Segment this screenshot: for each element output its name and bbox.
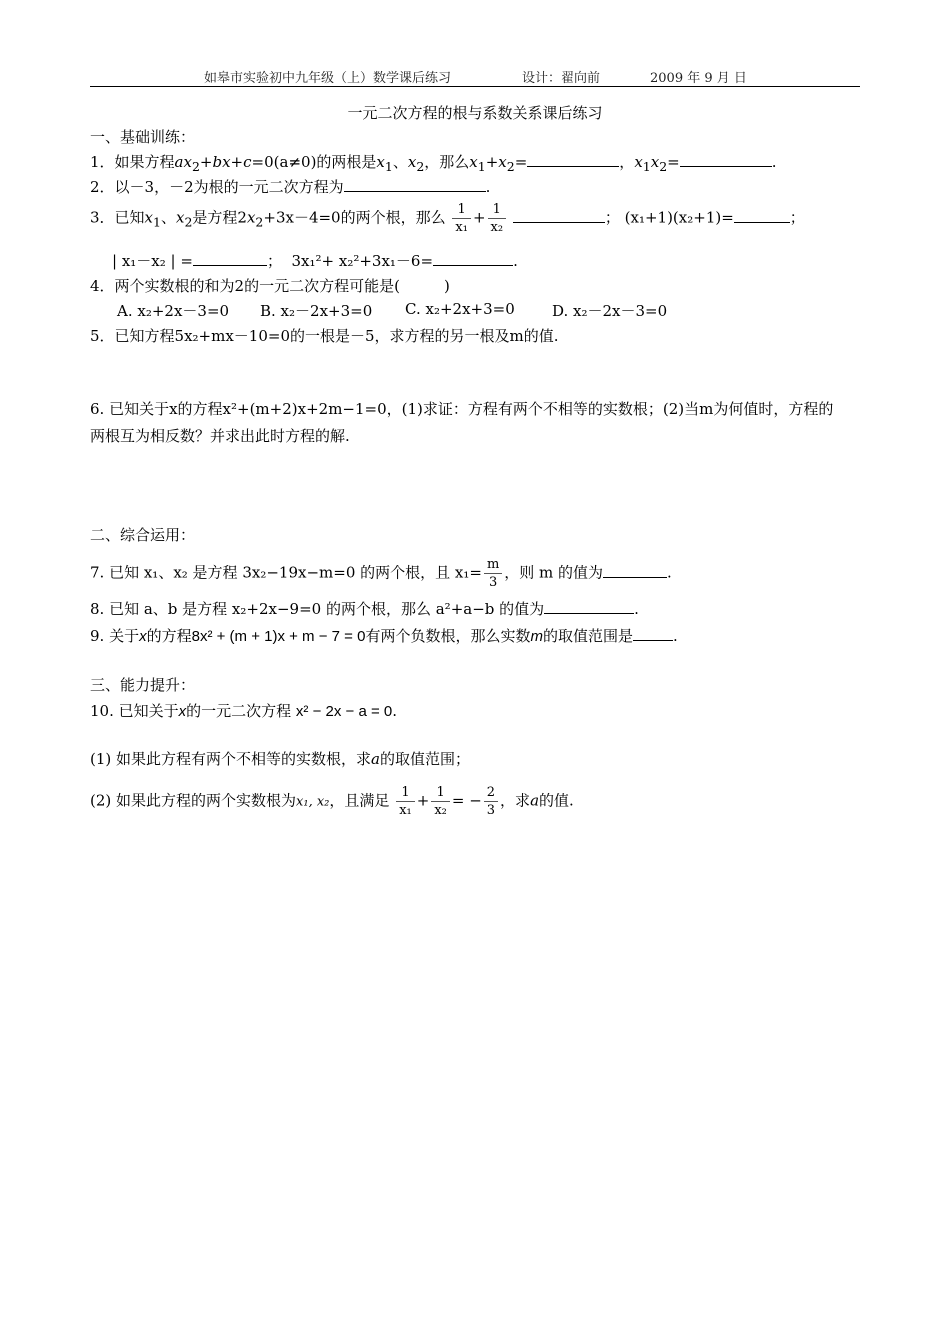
question-7: 7. 已知 x₁、x₂ 是方程 3x₂−19x−m=0 的两个根，且 x₁= $\frac{m}{3}$ ，则 m 的值为 . <box>90 557 672 590</box>
question-10-part-1: (1) 如果此方程有两个不相等的实数根，求a的取值范围； <box>90 750 470 768</box>
option-c[interactable]: C. x₂+2x+3=0 <box>405 300 515 318</box>
answer-blank[interactable] <box>544 599 634 614</box>
answer-blank[interactable] <box>344 177 486 192</box>
fraction-1-over-x1: $\frac{1}{\text{x₁}}$ <box>452 201 471 236</box>
option-a[interactable]: A. x₂+2x－3=0 <box>117 302 230 320</box>
fraction-1-over-x2: $\frac{1}{\text{x₂}}$ <box>488 201 507 236</box>
question-8: 8. 已知 a、b 是方程 x₂+2x−9=0 的两个根，那么 a²+a−b 的值为 . <box>90 600 639 618</box>
page-header <box>90 64 860 87</box>
section-advanced: 三、能力提升： <box>90 676 196 694</box>
fraction-1-over-x1: $\frac{1}{\text{x₁}}$ <box>396 784 415 819</box>
header-school: 如皋市实验初中九年级（上）数学课后练习 <box>204 71 452 86</box>
answer-blank[interactable] <box>734 208 790 223</box>
fraction-m-over-3: $\frac{m}{3}$ <box>484 556 502 591</box>
answer-blank[interactable] <box>680 152 772 167</box>
answer-blank[interactable] <box>513 208 605 223</box>
section-basic: 一、基础训练： <box>90 128 196 146</box>
answer-blank[interactable] <box>633 626 673 641</box>
question-3: 3．已知$x_1$、$x_2$是方程$2x_2+3x-4=0$的两个根，那么 $\frac{1}{\text{x₁}}$ + $\frac{1}{\text{x₂}}$ ； (x₁+1)(x₂+1)= ； <box>90 202 805 235</box>
question-1: 1．如果方程$ax_2+bx+c=0(a\ne 0)$的两根是$x_1$、$x_2$，那么$x_1+x_2=$ ，$x_1x_2=$ . <box>90 153 777 174</box>
question-9: 9. 关于x的方程8x² + (m + 1)x + m − 7 = 0有两个负数根，那么实数m的取值范围是 . <box>90 627 678 645</box>
question-3-line-2: | x₁－x₂ | = ； 3x₁²+ x₂²+3x₁－6= . <box>112 252 518 270</box>
question-6-line-1: 6. 已知关于x的方程x²+(m+2)x+2m−1=0，(1)求证：方程有两个不相等的实数根；(2)当m为何值时，方程的 <box>90 400 834 418</box>
answer-blank[interactable] <box>193 251 267 266</box>
fraction-1-over-x2: $\frac{1}{\text{x₂}}$ <box>431 784 450 819</box>
question-10-part-2: (2) 如果此方程的两个实数根为x₁, x₂，且满足 $\frac{1}{\text{x₁}}$ + $\frac{1}{\text{x₂}}$ = − $\frac{2}{3}$ ，求a的值. <box>90 785 574 818</box>
option-d[interactable]: D. x₂－2x－3=0 <box>552 302 668 320</box>
question-4: 4．两个实数根的和为2的一元二次方程可能是( ) <box>90 277 450 295</box>
worksheet-title: 一元二次方程的根与系数关系课后练习 <box>347 104 603 122</box>
header-designer: 设计：翟向前 <box>522 71 601 86</box>
header-date: 2009 年 9 月 日 <box>650 71 747 86</box>
question-6-line-2: 两根互为相反数？并求出此时方程的解. <box>90 427 350 445</box>
question-5: 5．已知方程5x₂+mx－10=0的一根是－5，求方程的另一根及m的值. <box>90 327 559 345</box>
answer-blank[interactable] <box>527 152 619 167</box>
answer-blank[interactable] <box>433 251 513 266</box>
question-2: 2．以－3，－2为根的一元二次方程为 . <box>90 178 491 196</box>
answer-blank[interactable] <box>603 563 667 578</box>
option-b[interactable]: B. x₂－2x+3=0 <box>260 302 373 320</box>
question-10: 10. 已知关于x的一元二次方程 x² − 2x − a = 0. <box>90 702 398 720</box>
section-comprehensive: 二、综合运用： <box>90 526 196 544</box>
fraction-2-over-3: $\frac{2}{3}$ <box>484 784 498 819</box>
